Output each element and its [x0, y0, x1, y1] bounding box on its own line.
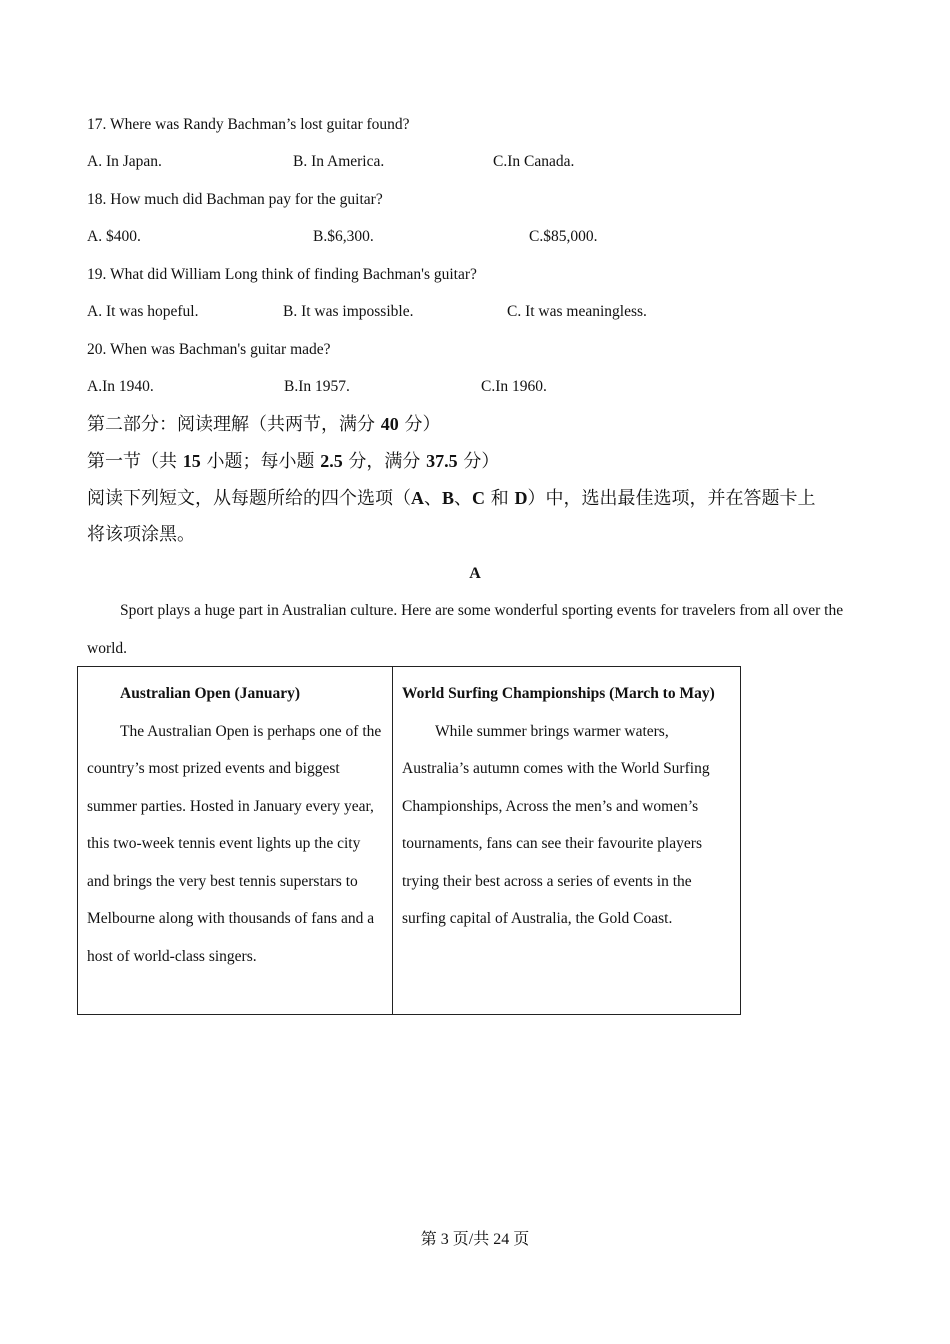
question-19-option-a: A. It was hopeful.: [87, 303, 199, 320]
question-17-option-c: C.In Canada.: [493, 153, 575, 170]
instructions-line-2: 将该项涂黑。: [87, 524, 195, 545]
question-20-option-a: A.In 1940.: [87, 378, 154, 395]
question-17-stem: 17. Where was Randy Bachman’s lost guitar found?: [87, 116, 410, 133]
instructions-line-1: 阅读下列短文，从每题所给的四个选项（A、B、C 和 D）中，选出最佳选项，并在答题卡上: [87, 488, 816, 509]
question-19-option-c: C. It was meaningless.: [507, 303, 647, 320]
event-cell-australian-open: [78, 667, 393, 1014]
question-18-option-b: B.$6,300.: [313, 228, 374, 245]
passage-heading: A: [469, 565, 481, 582]
event-body: The Australian Open is perhaps one of the country’s most prized events and biggest summer parties. Hosted in January every year, this two-week tennis event lights up the city and brings the very best tennis superstars to Melbourne along with thousands of fans and a host of world-class singers.: [87, 722, 382, 965]
question-20-option-c: C.In 1960.: [481, 378, 547, 395]
question-19-option-b: B. It was impossible.: [283, 303, 414, 320]
question-17-option-b: B. In America.: [293, 153, 385, 170]
question-18-stem: 18. How much did Bachman pay for the guitar?: [87, 191, 383, 208]
question-18-option-c: C.$85,000.: [529, 228, 598, 245]
question-18-option-a: A. $400.: [87, 228, 141, 245]
events-table: [77, 666, 741, 1015]
passage-intro: Sport plays a huge part in Australian culture. Here are some wonderful sporting events for travelers from all over the world.: [87, 602, 844, 657]
question-17-option-a: A. In Japan.: [87, 153, 162, 170]
question-19-stem: 19. What did William Long think of finding Bachman's guitar?: [87, 266, 477, 283]
part2-title: 第二部分：阅读理解（共两节，满分 40 分）: [87, 414, 441, 435]
event-cell-surfing-championships: [393, 667, 740, 1014]
event-title: Australian Open (January): [120, 685, 300, 702]
question-20-option-b: B.In 1957.: [284, 378, 350, 395]
question-20-stem: 20. When was Bachman's guitar made?: [87, 341, 331, 358]
event-title: World Surfing Championships (March to May): [402, 685, 715, 702]
section1-title: 第一节（共 15 小题；每小题 2.5 分，满分 37.5 分）: [87, 451, 500, 472]
page-footer: 第 3 页/共 24 页: [420, 1231, 530, 1248]
event-body: While summer brings warmer waters, Australia’s autumn comes with the World Surfing Championships, Across the men’s and women’s tournaments, fans can see their favourite players trying their best across a series of events in the surfing capital of Australia, the Gold Coast.: [402, 722, 710, 927]
